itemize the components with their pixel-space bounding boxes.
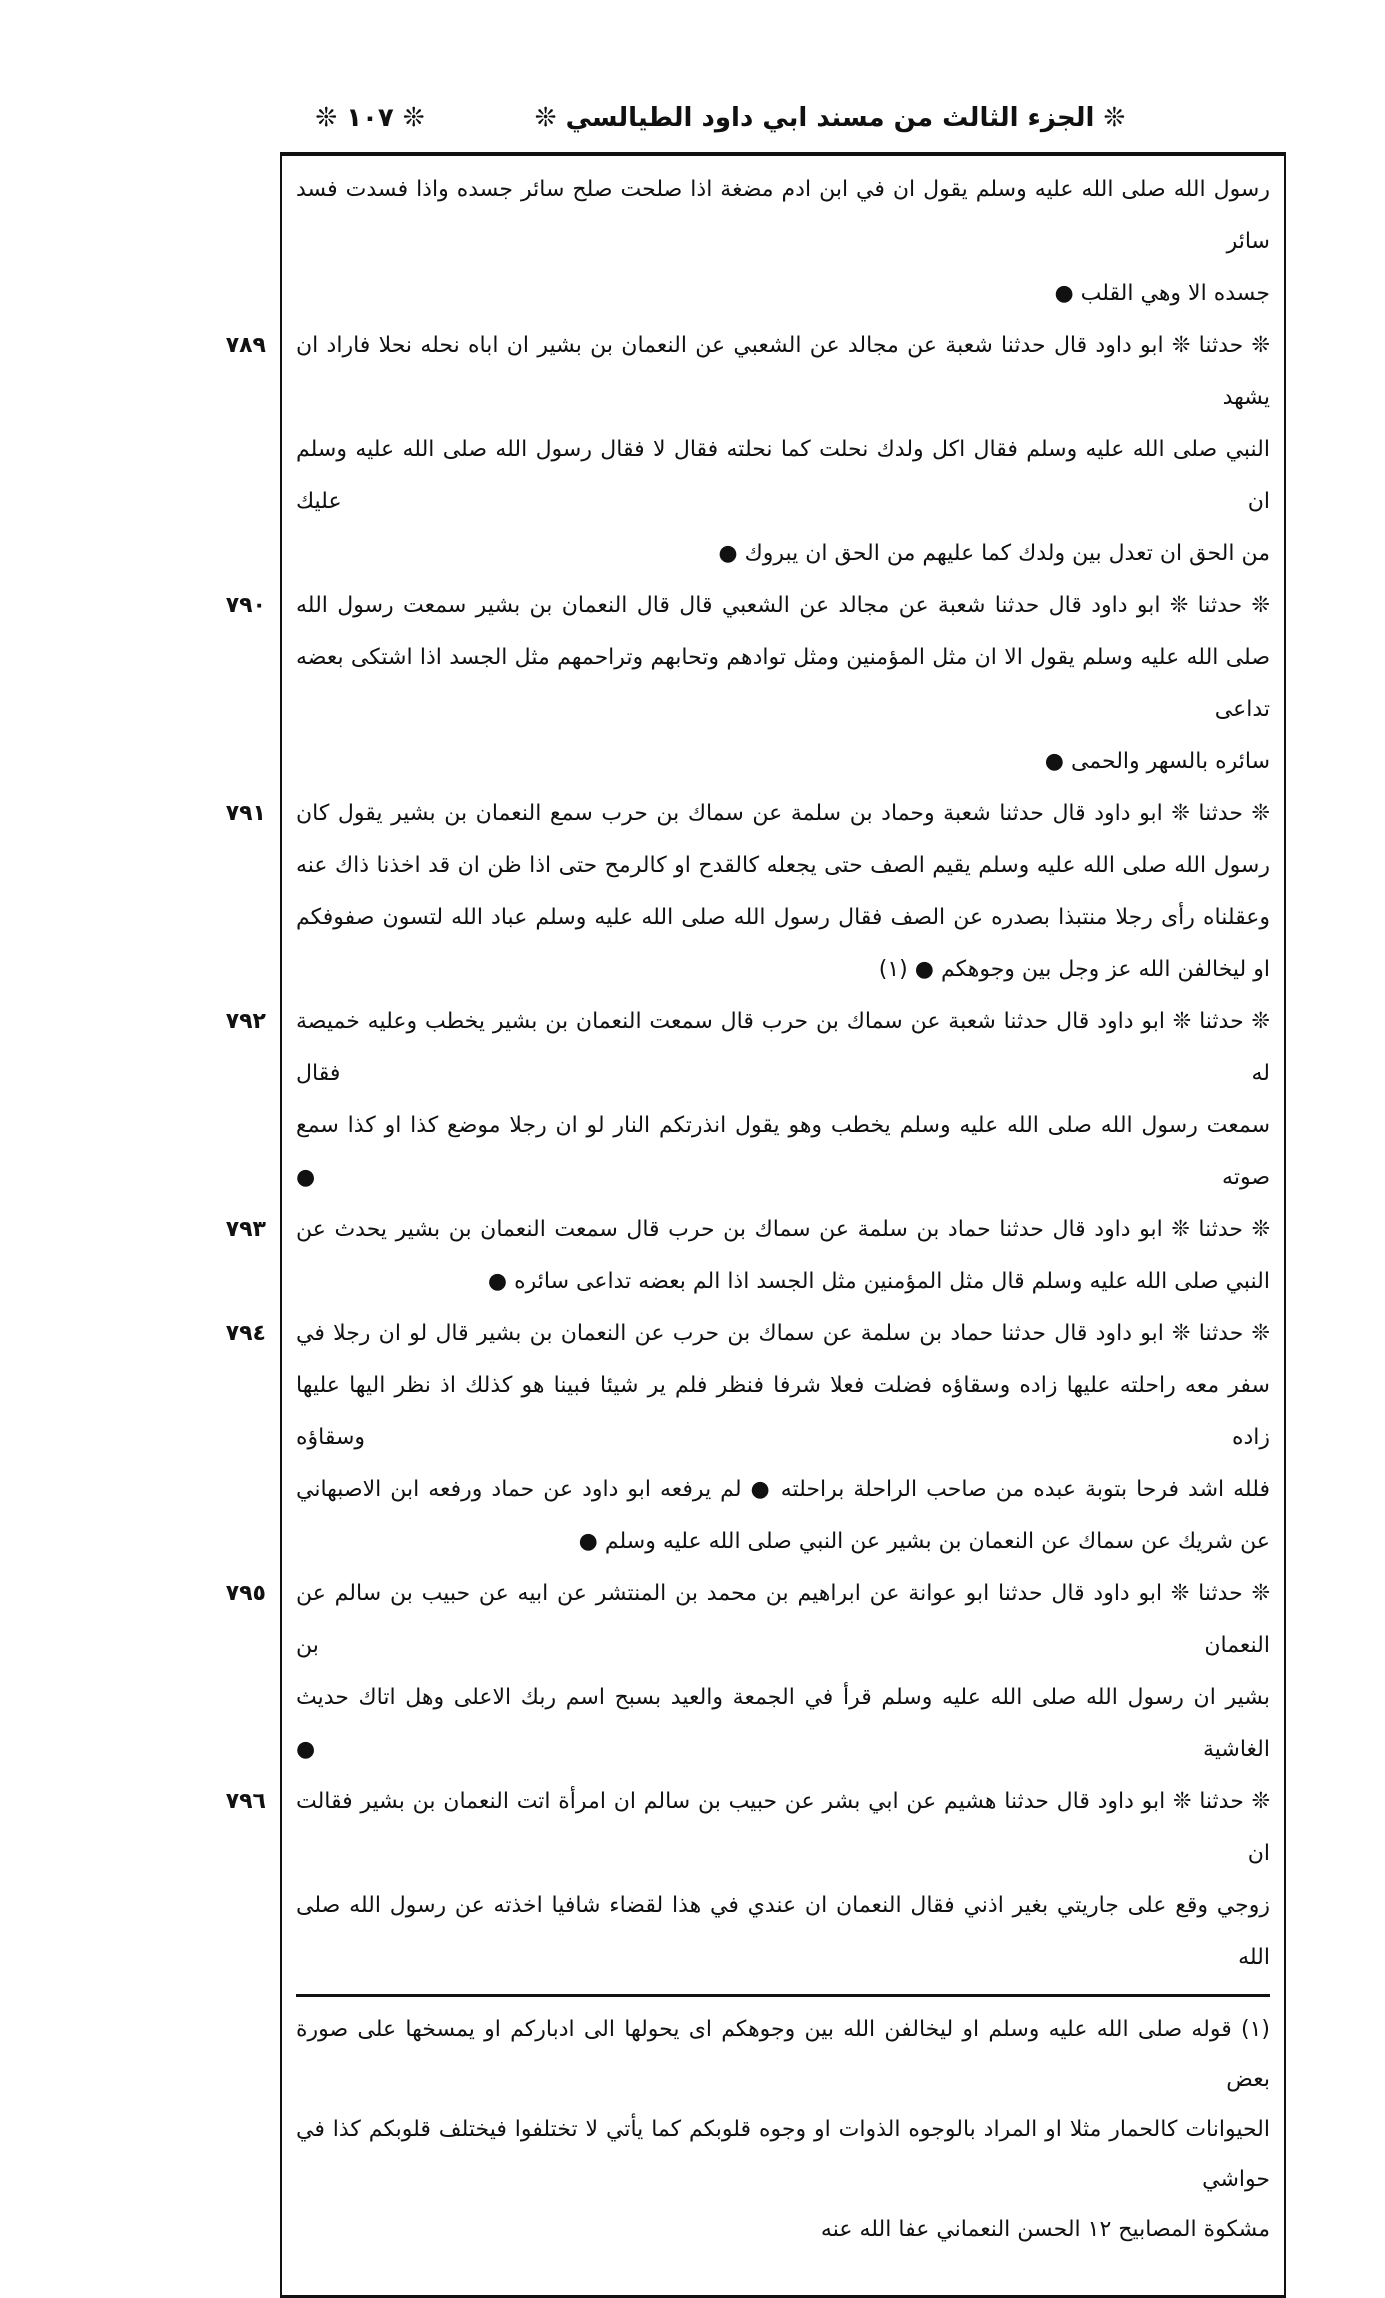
page — [225, 92, 1286, 2298]
hadith-number: ٧٩٢ — [225, 1009, 266, 1034]
text-line — [296, 840, 1270, 892]
hadith-number: ٧٩٣ — [225, 1217, 266, 1242]
text-line — [296, 1256, 1270, 1308]
line-text: ❊ حدثنا ❊ ابو داود قال حدثنا حماد بن سلمة عن سماك بن حرب قال سمعت النعمان بن بشير يحدث عن — [296, 1217, 1270, 1242]
line-text: وعقلناه رأى رجلا منتبذا بصدره عن الصف فقال رسول الله صلى الله عليه وسلم عباد الله لتسون صفوفكم — [296, 905, 1270, 930]
line-text: (١) قوله صلى الله عليه وسلم او ليخالفن الله بين وجوهكم اى يحولها الى ادباركم او يمسخها على صورة بعض — [296, 2017, 1270, 2092]
line-text: رسول الله صلى الله عليه وسلم يقول ان في ابن ادم مضغة اذا صلحت صلح سائر جسده واذا فسدت فسد سائر — [296, 177, 1270, 254]
text-line — [225, 1776, 1270, 1880]
text-line — [225, 1204, 1270, 1256]
text-line — [225, 788, 1270, 840]
text-line — [296, 268, 1270, 320]
running-header-title: ❊ الجزء الثالث من مسند ابي داود الطيالسي ❊ — [534, 103, 1126, 133]
footnote-line — [296, 2205, 1270, 2255]
hadith-number: ٧٩٦ — [225, 1789, 266, 1814]
text-line — [296, 1360, 1270, 1464]
line-text: فلله اشد فرحا بتوبة عبده من صاحب الراحلة براحلته ● لم يرفعه ابو داود عن حماد ورفعه ابن الاصبهاني — [296, 1477, 1270, 1502]
text-line — [296, 1464, 1270, 1516]
text-line — [296, 528, 1270, 580]
text-line — [296, 944, 1270, 996]
line-text: بشير ان رسول الله صلى الله عليه وسلم قرأ في الجمعة والعيد بسبح اسم ربك الاعلى وهل اتاك حديث الغاشية ● — [296, 1685, 1270, 1762]
text-line — [296, 632, 1270, 736]
line-text: رسول الله صلى الله عليه وسلم يقيم الصف حتى يجعله كالقدح او كالرمح حتى اذا ظن ان قد اخذنا ذاك عنه — [296, 853, 1270, 878]
text-line — [296, 164, 1270, 268]
text-line — [296, 1672, 1270, 1776]
main-text — [225, 164, 1270, 1984]
line-text: صلى الله عليه وسلم يقول الا ان مثل المؤمنين ومثل توادهم وتحابهم وتراحمهم مثل الجسد اذا اشتكى بعضه تداعى — [296, 645, 1270, 722]
hadith-number: ٧٩٠ — [225, 593, 266, 618]
footnotes — [296, 2005, 1270, 2255]
line-text: مشكوة المصابيح ١٢ الحسن النعماني عفا الله عنه — [820, 2217, 1270, 2242]
line-text: ❊ حدثنا ❊ ابو داود قال حدثنا هشيم عن ابي بشر عن حبيب بن سالم ان امرأة اتت النعمان بن بشير فقالت ان — [296, 1789, 1270, 1866]
hadith-number: ٧٩٤ — [225, 1321, 266, 1346]
line-text: النبي صلى الله عليه وسلم فقال اكل ولدك نحلت كما نحلته فقال لا فقال رسول الله صلى الله عليه وسلم ان عليك — [296, 437, 1270, 514]
text-line — [225, 320, 1270, 424]
text-line — [225, 580, 1270, 632]
line-text: الحيوانات كالحمار مثلا او المراد بالوجوه الذوات او وجوه قلوبكم كما يأتي لا تختلفوا فيختلف قلوبكم كذا في حواشي — [296, 2117, 1270, 2192]
text-line — [296, 1516, 1270, 1568]
line-text: ❊ حدثنا ❊ ابو داود قال حدثنا شعبة وحماد بن سلمة عن سماك بن حرب سمع النعمان بن بشير يقول كان — [296, 801, 1270, 826]
line-text: زوجي وقع على جاريتي بغير اذني فقال النعمان ان عندي في هذا لقضاء شافيا اخذته عن رسول الله صلى الله — [296, 1893, 1270, 1970]
line-text: ❊ حدثنا ❊ ابو داود قال حدثنا شعبة عن سماك بن حرب قال سمعت النعمان بن بشير يخطب وعليه خميصة له فقال — [296, 1009, 1270, 1086]
text-line — [296, 736, 1270, 788]
text-line — [296, 892, 1270, 944]
text-line — [225, 1568, 1270, 1672]
line-text: ❊ حدثنا ❊ ابو داود قال حدثنا شعبة عن مجالد عن الشعبي قال قال النعمان بن بشير سمعت رسول الله — [296, 593, 1270, 618]
hadith-number: ٧٨٩ — [225, 333, 266, 358]
text-line — [296, 1100, 1270, 1204]
text-frame — [225, 156, 1286, 2295]
footnote-separator — [296, 1994, 1270, 1997]
hadith-number: ٧٩٥ — [225, 1581, 266, 1606]
line-text: من الحق ان تعدل بين ولدك كما عليهم من الحق ان يبروك ● — [718, 541, 1270, 566]
line-text: سمعت رسول الله صلى الله عليه وسلم يخطب وهو يقول انذرتكم النار لو ان رجلا موضع كذا او كذا سمع صوته ● — [296, 1113, 1270, 1190]
text-line — [225, 996, 1270, 1100]
hadith-number: ٧٩١ — [225, 801, 266, 826]
line-text: جسده الا وهي القلب ● — [1054, 281, 1270, 306]
line-text: ❊ حدثنا ❊ ابو داود قال حدثنا شعبة عن مجالد عن الشعبي عن النعمان بن بشير ان اباه نحله نحلا فاراد ان يشهد — [296, 333, 1270, 410]
page-number: ❊ ١٠٧ ❊ — [315, 103, 425, 133]
line-text: ❊ حدثنا ❊ ابو داود قال حدثنا حماد بن سلمة عن سماك بن حرب عن النعمان بن بشير قال لو ان رجلا في — [296, 1321, 1270, 1346]
line-text: سفر معه راحلته عليها زاده وسقاؤه فضلت فعلا شرفا فنظر فلم ير شيئا فبينا هو كذلك اذ نظر اليها عليها زاده وسقاؤه — [296, 1373, 1270, 1450]
running-header — [280, 92, 1286, 152]
line-text: النبي صلى الله عليه وسلم قال مثل المؤمنين مثل الجسد اذا الم بعضه تداعى سائره ● — [487, 1269, 1270, 1294]
text-line — [296, 424, 1270, 528]
line-text: سائره بالسهر والحمى ● — [1044, 749, 1270, 774]
line-text: عن شريك عن سماك عن النعمان بن بشير عن النبي صلى الله عليه وسلم ● — [578, 1529, 1270, 1554]
text-line — [225, 1308, 1270, 1360]
text-line — [296, 1880, 1270, 1984]
footnote-line — [296, 2105, 1270, 2205]
footnote-line — [296, 2005, 1270, 2105]
line-text: ❊ حدثنا ❊ ابو داود قال حدثنا ابو عوانة عن ابراهيم بن محمد بن المنتشر عن ابيه عن حبيب بن سالم عن النعمان بن — [296, 1581, 1270, 1658]
line-text: او ليخالفن الله عز وجل بين وجوهكم ● (١) — [878, 957, 1270, 982]
